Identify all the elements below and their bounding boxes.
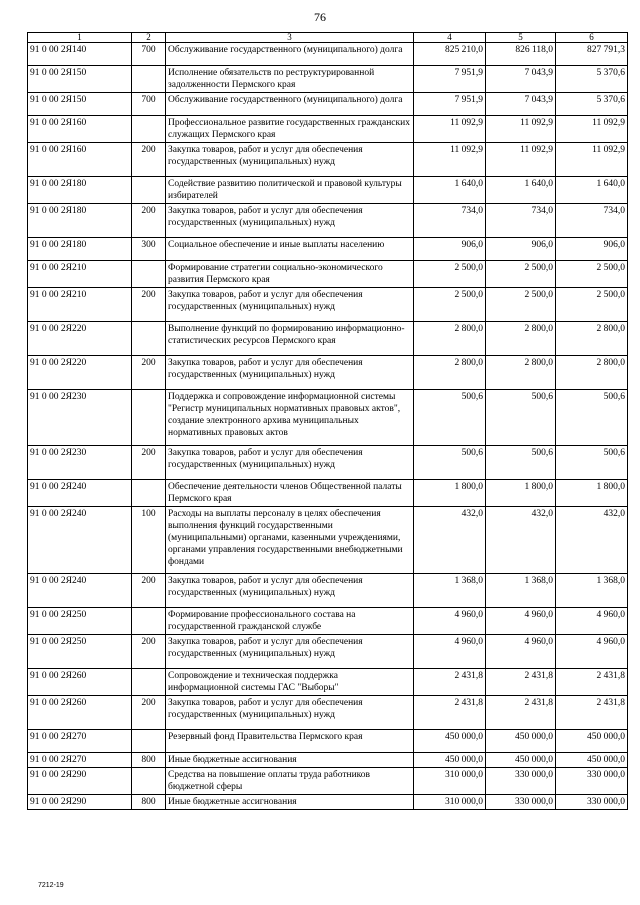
amount-cell-2020: 2 500,0 (486, 261, 556, 288)
page-number: 76 (314, 10, 326, 24)
amount-cell-2021: 330 000,0 (556, 795, 628, 810)
table-row (28, 696, 628, 730)
table-row (28, 143, 628, 177)
amount-cell-2020: 906,0 (486, 238, 556, 261)
amount-cell-2019: 2 800,0 (414, 356, 486, 390)
amount-cell-2019: 7 951,9 (414, 66, 486, 93)
amount-cell-2021: 906,0 (556, 238, 628, 261)
column-header: 6 (556, 33, 628, 43)
expense-type-cell: 700 (132, 93, 166, 116)
code-cell: 91 0 00 2Я290 (28, 768, 132, 795)
name-cell: Формирование стратегии социально-экономического развития Пермского края (166, 261, 414, 288)
amount-cell-2019: 734,0 (414, 204, 486, 238)
table-row (28, 288, 628, 322)
expense-type-cell (132, 322, 166, 356)
amount-cell-2021: 450 000,0 (556, 730, 628, 753)
name-cell: Сопровождение и техническая поддержка информационной системы ГАС "Выборы" (166, 669, 414, 696)
amount-cell-2021: 1 640,0 (556, 177, 628, 204)
column-header: 5 (486, 33, 556, 43)
amount-cell-2021: 11 092,9 (556, 116, 628, 143)
name-cell: Резервный фонд Правительства Пермского края (166, 730, 414, 753)
amount-cell-2020: 11 092,9 (486, 116, 556, 143)
amount-cell-2021: 5 370,6 (556, 66, 628, 93)
amount-cell-2021: 2 500,0 (556, 288, 628, 322)
amount-cell-2019: 2 431,8 (414, 696, 486, 730)
name-cell: Расходы на выплаты персоналу в целях обеспечения выполнения функций государственными (муниципальными) органами, казенными учреждениями, органами управления государственными внебюджетными фондами (166, 507, 414, 574)
amount-cell-2020: 500,6 (486, 446, 556, 480)
name-cell: Иные бюджетные ассигнования (166, 795, 414, 810)
amount-cell-2021: 330 000,0 (556, 768, 628, 795)
expense-type-cell (132, 177, 166, 204)
code-cell: 91 0 00 2Я160 (28, 143, 132, 177)
amount-cell-2021: 2 800,0 (556, 322, 628, 356)
expense-type-cell (132, 66, 166, 93)
code-cell: 91 0 00 2Я140 (28, 43, 132, 66)
table-row (28, 204, 628, 238)
name-cell: Обслуживание государственного (муниципального) долга (166, 43, 414, 66)
column-header: 2 (132, 33, 166, 43)
table-row (28, 753, 628, 768)
code-cell: 91 0 00 2Я230 (28, 446, 132, 480)
expense-type-cell: 200 (132, 574, 166, 608)
budget-table (27, 32, 628, 810)
amount-cell-2021: 2 500,0 (556, 261, 628, 288)
amount-cell-2019: 4 960,0 (414, 608, 486, 635)
table-row (28, 93, 628, 116)
expense-type-cell: 300 (132, 238, 166, 261)
expense-type-cell: 200 (132, 288, 166, 322)
code-cell: 91 0 00 2Я240 (28, 507, 132, 574)
amount-cell-2019: 1 800,0 (414, 480, 486, 507)
amount-cell-2020: 432,0 (486, 507, 556, 574)
amount-cell-2021: 11 092,9 (556, 143, 628, 177)
name-cell: Содействие развитию политической и правовой культуры избирателей (166, 177, 414, 204)
table-row (28, 669, 628, 696)
code-cell: 91 0 00 2Я240 (28, 574, 132, 608)
amount-cell-2021: 1 800,0 (556, 480, 628, 507)
expense-type-cell (132, 480, 166, 507)
amount-cell-2020: 2 431,8 (486, 669, 556, 696)
amount-cell-2021: 734,0 (556, 204, 628, 238)
amount-cell-2019: 310 000,0 (414, 768, 486, 795)
code-cell: 91 0 00 2Я250 (28, 635, 132, 669)
expense-type-cell (132, 768, 166, 795)
code-cell: 91 0 00 2Я150 (28, 66, 132, 93)
footer-code: 7212-19 (38, 882, 64, 889)
expense-type-cell: 800 (132, 795, 166, 810)
code-cell: 91 0 00 2Я260 (28, 696, 132, 730)
name-cell: Формирование профессионального состава на государственной гражданской службе (166, 608, 414, 635)
code-cell: 91 0 00 2Я230 (28, 390, 132, 446)
name-cell: Профессиональное развитие государственных гражданских служащих Пермского края (166, 116, 414, 143)
amount-cell-2019: 450 000,0 (414, 753, 486, 768)
code-cell: 91 0 00 2Я260 (28, 669, 132, 696)
expense-type-cell (132, 730, 166, 753)
code-cell: 91 0 00 2Я240 (28, 480, 132, 507)
table-row (28, 480, 628, 507)
name-cell: Обслуживание государственного (муниципального) долга (166, 93, 414, 116)
column-header: 4 (414, 33, 486, 43)
code-cell: 91 0 00 2Я250 (28, 608, 132, 635)
column-header: 3 (166, 33, 414, 43)
table-row (28, 356, 628, 390)
header-row (28, 33, 628, 43)
amount-cell-2020: 11 092,9 (486, 143, 556, 177)
amount-cell-2021: 5 370,6 (556, 93, 628, 116)
amount-cell-2021: 500,6 (556, 390, 628, 446)
name-cell: Закупка товаров, работ и услуг для обеспечения государственных (муниципальных) нужд (166, 356, 414, 390)
expense-type-cell: 200 (132, 446, 166, 480)
amount-cell-2019: 450 000,0 (414, 730, 486, 753)
expense-type-cell (132, 669, 166, 696)
table-row (28, 768, 628, 795)
amount-cell-2019: 11 092,9 (414, 116, 486, 143)
amount-cell-2020: 1 800,0 (486, 480, 556, 507)
amount-cell-2020: 330 000,0 (486, 795, 556, 810)
name-cell: Средства на повышение оплаты труда работников бюджетной сферы (166, 768, 414, 795)
code-cell: 91 0 00 2Я220 (28, 322, 132, 356)
amount-cell-2021: 4 960,0 (556, 608, 628, 635)
amount-cell-2019: 11 092,9 (414, 143, 486, 177)
expense-type-cell (132, 390, 166, 446)
amount-cell-2020: 330 000,0 (486, 768, 556, 795)
amount-cell-2020: 450 000,0 (486, 730, 556, 753)
name-cell: Закупка товаров, работ и услуг для обеспечения государственных (муниципальных) нужд (166, 204, 414, 238)
amount-cell-2019: 4 960,0 (414, 635, 486, 669)
expense-type-cell: 800 (132, 753, 166, 768)
name-cell: Закупка товаров, работ и услуг для обеспечения государственных (муниципальных) нужд (166, 446, 414, 480)
code-cell: 91 0 00 2Я210 (28, 288, 132, 322)
amount-cell-2020: 2 500,0 (486, 288, 556, 322)
code-cell: 91 0 00 2Я220 (28, 356, 132, 390)
name-cell: Закупка товаров, работ и услуг для обеспечения государственных (муниципальных) нужд (166, 143, 414, 177)
column-header: 1 (28, 33, 132, 43)
amount-cell-2021: 2 800,0 (556, 356, 628, 390)
amount-cell-2019: 7 951,9 (414, 93, 486, 116)
code-cell: 91 0 00 2Я180 (28, 204, 132, 238)
table-row (28, 390, 628, 446)
amount-cell-2020: 2 800,0 (486, 322, 556, 356)
code-cell: 91 0 00 2Я160 (28, 116, 132, 143)
table-row (28, 608, 628, 635)
expense-type-cell (132, 116, 166, 143)
name-cell: Исполнение обязательств по реструктурированной задолженности Пермского края (166, 66, 414, 93)
code-cell: 91 0 00 2Я270 (28, 730, 132, 753)
name-cell: Поддержка и сопровождение информационной системы "Регистр муниципальных нормативных правовых актов", создание электронного архива муниципальных нормативных правовых актов (166, 390, 414, 446)
amount-cell-2020: 1 368,0 (486, 574, 556, 608)
table-row (28, 574, 628, 608)
amount-cell-2021: 1 368,0 (556, 574, 628, 608)
amount-cell-2020: 7 043,9 (486, 66, 556, 93)
table-row (28, 795, 628, 810)
code-cell: 91 0 00 2Я180 (28, 238, 132, 261)
table-row (28, 446, 628, 480)
amount-cell-2021: 827 791,3 (556, 43, 628, 66)
code-cell: 91 0 00 2Я150 (28, 93, 132, 116)
table-row (28, 635, 628, 669)
amount-cell-2021: 500,6 (556, 446, 628, 480)
amount-cell-2019: 906,0 (414, 238, 486, 261)
amount-cell-2021: 2 431,8 (556, 696, 628, 730)
amount-cell-2019: 2 500,0 (414, 288, 486, 322)
amount-cell-2019: 432,0 (414, 507, 486, 574)
amount-cell-2021: 2 431,8 (556, 669, 628, 696)
amount-cell-2020: 826 118,0 (486, 43, 556, 66)
name-cell: Закупка товаров, работ и услуг для обеспечения государственных (муниципальных) нужд (166, 574, 414, 608)
name-cell: Обеспечение деятельности членов Общественной палаты Пермского края (166, 480, 414, 507)
expense-type-cell: 200 (132, 696, 166, 730)
name-cell: Закупка товаров, работ и услуг для обеспечения государственных (муниципальных) нужд (166, 635, 414, 669)
table-row (28, 238, 628, 261)
expense-type-cell: 700 (132, 43, 166, 66)
amount-cell-2020: 7 043,9 (486, 93, 556, 116)
expense-type-cell: 200 (132, 204, 166, 238)
amount-cell-2019: 1 368,0 (414, 574, 486, 608)
amount-cell-2019: 500,6 (414, 390, 486, 446)
code-cell: 91 0 00 2Я290 (28, 795, 132, 810)
expense-type-cell: 200 (132, 635, 166, 669)
amount-cell-2020: 734,0 (486, 204, 556, 238)
amount-cell-2021: 432,0 (556, 507, 628, 574)
amount-cell-2020: 4 960,0 (486, 608, 556, 635)
amount-cell-2020: 450 000,0 (486, 753, 556, 768)
amount-cell-2020: 2 800,0 (486, 356, 556, 390)
amount-cell-2019: 500,6 (414, 446, 486, 480)
table-row (28, 322, 628, 356)
amount-cell-2020: 1 640,0 (486, 177, 556, 204)
amount-cell-2020: 500,6 (486, 390, 556, 446)
expense-type-cell: 100 (132, 507, 166, 574)
amount-cell-2019: 1 640,0 (414, 177, 486, 204)
amount-cell-2021: 4 960,0 (556, 635, 628, 669)
name-cell: Закупка товаров, работ и услуг для обеспечения государственных (муниципальных) нужд (166, 696, 414, 730)
code-cell: 91 0 00 2Я270 (28, 753, 132, 768)
table-row (28, 261, 628, 288)
code-cell: 91 0 00 2Я210 (28, 261, 132, 288)
expense-type-cell (132, 261, 166, 288)
table-row (28, 507, 628, 574)
table-row (28, 116, 628, 143)
expense-type-cell (132, 608, 166, 635)
table-row (28, 66, 628, 93)
expense-type-cell: 200 (132, 356, 166, 390)
amount-cell-2020: 2 431,8 (486, 696, 556, 730)
amount-cell-2020: 4 960,0 (486, 635, 556, 669)
code-cell: 91 0 00 2Я180 (28, 177, 132, 204)
table-row (28, 43, 628, 66)
amount-cell-2019: 2 800,0 (414, 322, 486, 356)
amount-cell-2021: 450 000,0 (556, 753, 628, 768)
name-cell: Закупка товаров, работ и услуг для обеспечения государственных (муниципальных) нужд (166, 288, 414, 322)
amount-cell-2019: 310 000,0 (414, 795, 486, 810)
amount-cell-2019: 2 431,8 (414, 669, 486, 696)
table-row (28, 177, 628, 204)
name-cell: Социальное обеспечение и иные выплаты населению (166, 238, 414, 261)
name-cell: Выполнение функций по формированию информационно-статистических ресурсов Пермского края (166, 322, 414, 356)
name-cell: Иные бюджетные ассигнования (166, 753, 414, 768)
expense-type-cell: 200 (132, 143, 166, 177)
amount-cell-2019: 825 210,0 (414, 43, 486, 66)
table-row (28, 730, 628, 753)
amount-cell-2019: 2 500,0 (414, 261, 486, 288)
